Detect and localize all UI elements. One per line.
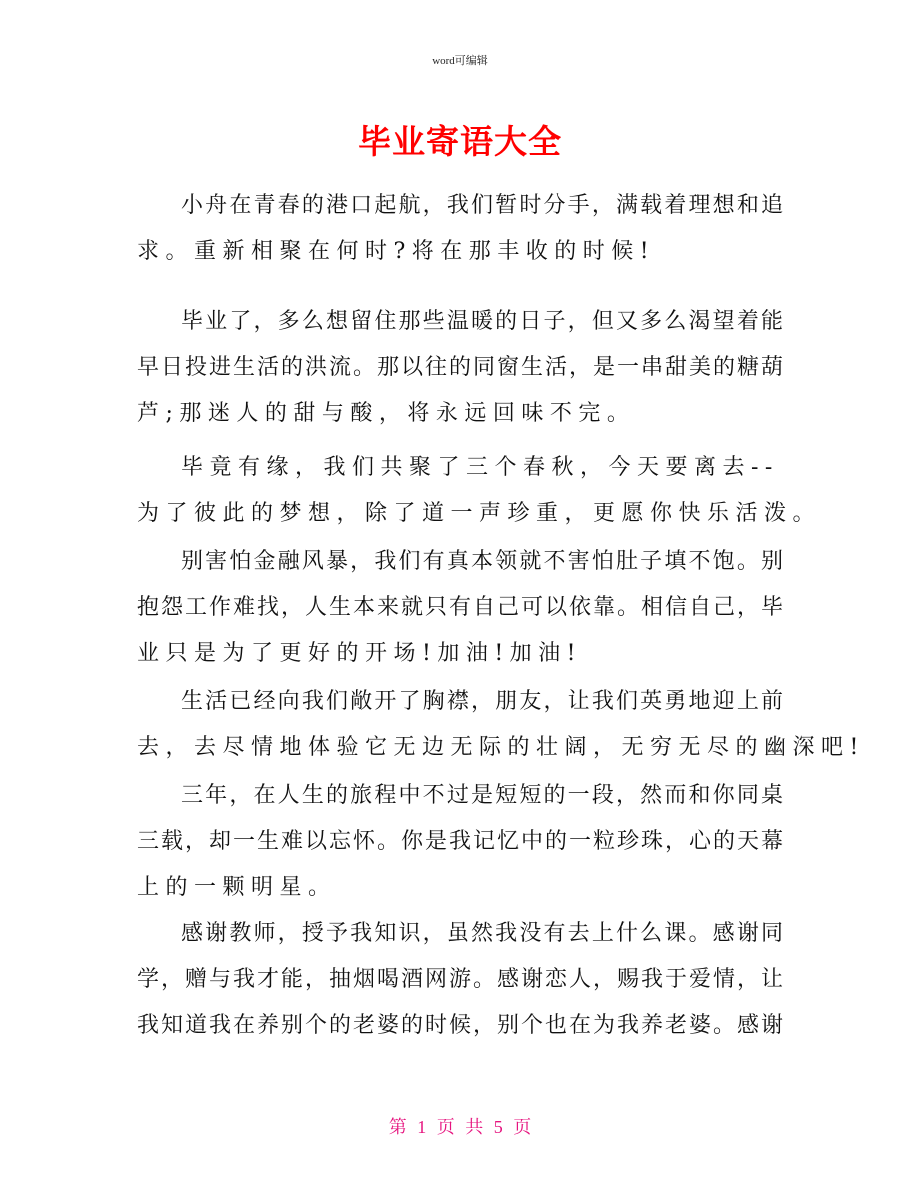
paragraph-3-line-2: 为了彼此的梦想，除了道一声珍重，更愿你快乐活泼。 xyxy=(137,501,822,526)
paragraph-5-line-1: 生活已经向我们敞开了胸襟，朋友，让我们英勇地迎上前 xyxy=(181,689,783,714)
paragraph-3-line-1: 毕竟有缘，我们共聚了三个春秋，今天要离去-- xyxy=(181,455,779,480)
paragraph-2-line-2: 早日投进生活的洪流。那以往的同窗生活，是一串甜美的糖葫 xyxy=(137,355,783,380)
paragraph-4-line-1: 别害怕金融风暴，我们有真本领就不害怕肚子填不饱。别 xyxy=(181,549,783,574)
paragraph-4-line-3: 业只是为了更好的开场!加油!加油! xyxy=(137,641,583,666)
page-number-footer: 第 1 页 共 5 页 xyxy=(388,1117,532,1137)
paragraph-7-line-2: 学，赠与我才能，抽烟喝酒网游。感谢恋人，赐我于爱情，让 xyxy=(137,967,783,992)
paragraph-6-line-2: 三载，却一生难以忘怀。你是我记忆中的一粒珍珠，心的天幕 xyxy=(137,829,783,854)
page-header: word可编辑 xyxy=(432,55,488,67)
paragraph-1-line-1: 小舟在青春的港口起航，我们暂时分手，满载着理想和追 xyxy=(181,193,783,218)
paragraph-6-line-3: 上的一颗明星。 xyxy=(137,875,337,900)
paragraph-4-line-2: 抱怨工作难找，人生本来就只有自己可以依靠。相信自己，毕 xyxy=(137,595,783,620)
paragraph-6-line-1: 三年，在人生的旅程中不过是短短的一段，然而和你同桌 xyxy=(181,783,783,808)
paragraph-7-line-3: 我知道我在养别个的老婆的时候，别个也在为我养老婆。感谢 xyxy=(137,1013,783,1038)
document-title: 毕业寄语大全 xyxy=(358,122,562,161)
paragraph-1-line-2: 求。重新相聚在何时?将在那丰收的时候! xyxy=(137,239,656,264)
paragraph-7-line-1: 感谢教师，授予我知识，虽然我没有去上什么课。感谢同 xyxy=(181,921,783,946)
paragraph-2-line-3: 芦;那迷人的甜与酸，将永远回味不完。 xyxy=(137,401,636,426)
paragraph-5-line-2: 去，去尽情地体验它无边无际的壮阔，无穷无尽的幽深吧! xyxy=(137,735,865,760)
paragraph-2-line-1: 毕业了，多么想留住那些温暖的日子，但又多么渴望着能 xyxy=(181,309,783,334)
